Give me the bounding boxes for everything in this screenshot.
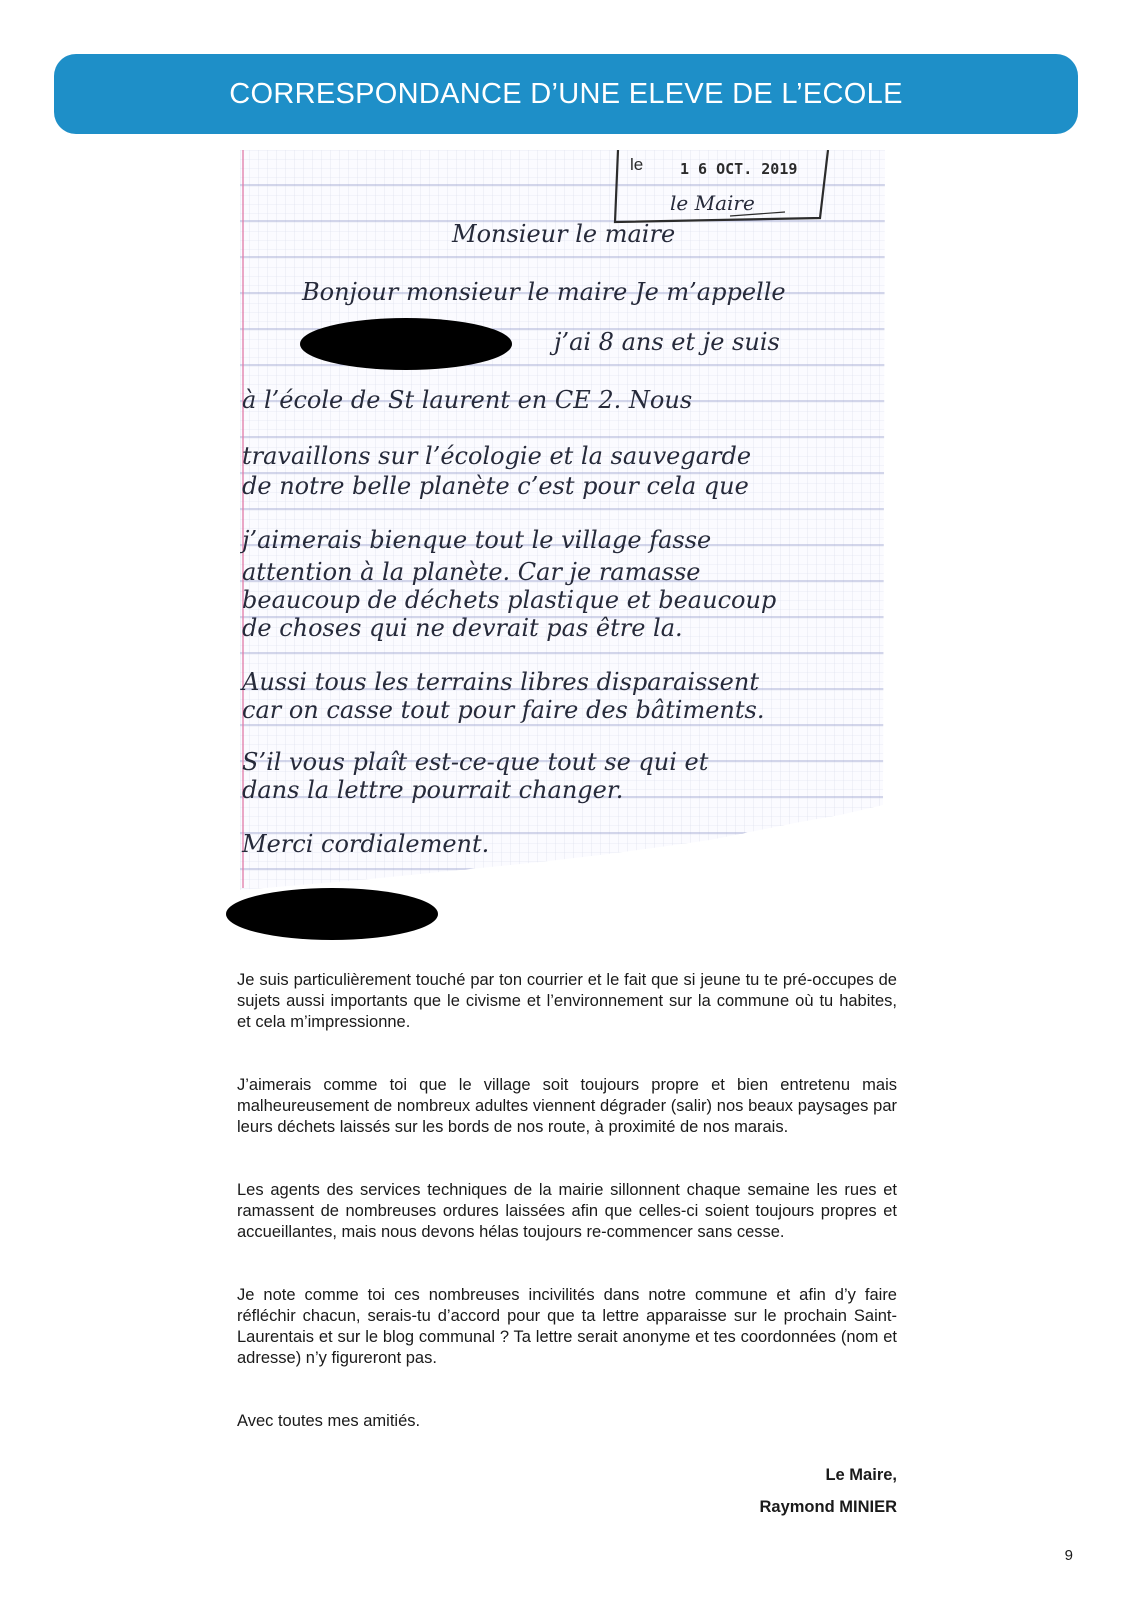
closing-line: Avec toutes mes amitiés. — [237, 1412, 421, 1430]
letter-line: dans la lettre pourrait changer. — [242, 776, 624, 804]
svg-text:le Maire: le Maire — [670, 191, 755, 215]
response-paragraph: Je suis particulièrement touché par ton courrier et le fait que si jeune tu te pré-occupes de sujets aussi importants que le civisme et l’environnement sur la commune où tu habites, et cela m’impressionne. — [237, 971, 897, 1031]
letter-line: beaucoup de déchets plastique et beaucoup — [242, 586, 777, 614]
letter-line: S’il vous plaît est-ce-que tout se qui et — [242, 748, 709, 776]
letter-paper — [240, 150, 900, 895]
page-number: 9 — [1064, 1547, 1073, 1564]
page-title: CORRESPONDANCE D’UNE ELEVE DE L’ECOLE — [229, 77, 903, 110]
mayor-response — [237, 970, 897, 1442]
response-paragraph: Je note comme toi ces nombreuses incivilités dans notre commune et afin d’y faire réfléchir chacun, serais-tu d’accord pour que ta lettre apparaisse sur le prochain Saint-Laurentais et sur le blog communal ? Ta lettre serait anonyme et tes coordonnées (nom et adresse) n’y figureront pas. — [237, 1286, 897, 1367]
letter-line: j’aimerais bienque tout le village fasse — [242, 526, 712, 554]
letter-line: à l’école de St laurent en CE 2. Nous — [242, 386, 693, 414]
letter-line: de choses qui ne devrait pas être la. — [242, 614, 683, 642]
letter-line: Bonjour monsieur le maire Je m’appelle — [302, 278, 786, 306]
response-paragraph: J’aimerais comme toi que le village soit toujours propre et bien entretenu mais malheureusement de nombreux adultes viennent dégrader (salir) nos beaux paysages par leurs déchets laissés sur les bords de nos route, à proximité de nos marais. — [237, 1076, 897, 1136]
svg-text:le: le — [630, 155, 644, 174]
redacted-signature — [226, 888, 438, 940]
letter-line: car on casse tout pour faire des bâtiments. — [242, 696, 765, 724]
letter-line: attention à la planète. Car je ramasse — [242, 558, 701, 586]
letter-line: Merci cordialement. — [242, 830, 490, 858]
signature-title: Le Maire, — [825, 1466, 897, 1484]
svg-text:1 6 OCT. 2019: 1 6 OCT. 2019 — [680, 160, 798, 178]
response-paragraph: Les agents des services techniques de la mairie sillonnent chaque semaine les rues et ramassent de nombreuses ordures laissées afin que celles-ci soient toujours propres et accueillantes, mais nous devons hélas toujours re-commencer sans cesse. — [237, 1181, 897, 1241]
letter-line: Monsieur le maire — [452, 220, 676, 248]
letter-line: de notre belle planète c’est pour cela que — [242, 472, 749, 500]
letter-line: Aussi tous les terrains libres disparaissent — [242, 668, 759, 696]
title-banner — [54, 54, 1078, 134]
letter-line: j’ai 8 ans et je suis — [554, 328, 780, 356]
handwritten-letter — [240, 150, 900, 895]
redacted-name — [300, 318, 512, 370]
letter-line: travaillons sur l’écologie et la sauvegarde — [242, 442, 752, 470]
signature-name: Raymond MINIER — [759, 1498, 897, 1516]
